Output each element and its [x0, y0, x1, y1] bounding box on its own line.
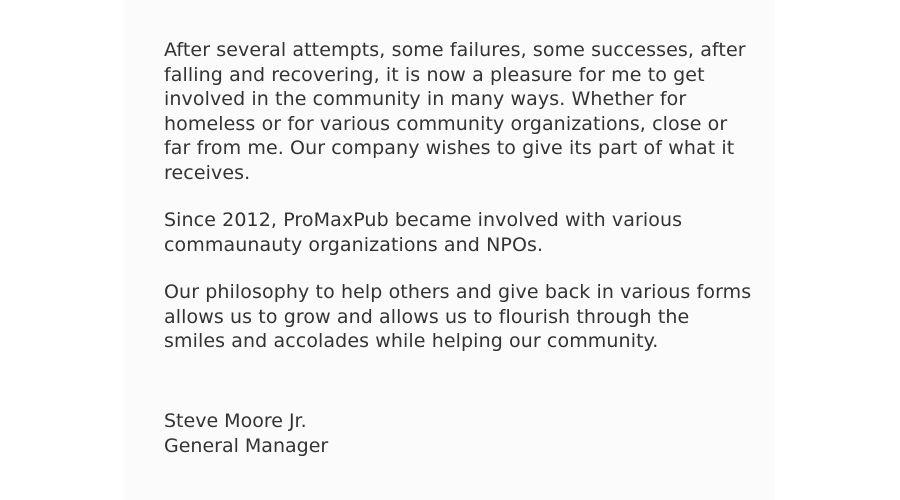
letter-paragraph-since-2012: Since 2012, ProMaxPub became involved with various commaunauty organizations and NPOs. [164, 209, 683, 256]
letter-paragraph-philosophy: Our philosophy to help others and give back in various forms allows us to grow and allows us to flourish through the smiles and accolades while helping our community. [164, 281, 752, 352]
letter-paragraph-intro: After several attempts, some failures, some successes, after falling and recovering, it is now a pleasure for me to get involved in the community in many ways. Whether for homeless or for various community organizations, close or far from me. Our company wishes to give its part of what it receives. [164, 39, 746, 184]
signature-title: General Manager [164, 435, 329, 457]
letter-content [164, 38, 754, 377]
signature-name: Steve Moore Jr. [164, 410, 307, 432]
signature-block [164, 409, 328, 459]
